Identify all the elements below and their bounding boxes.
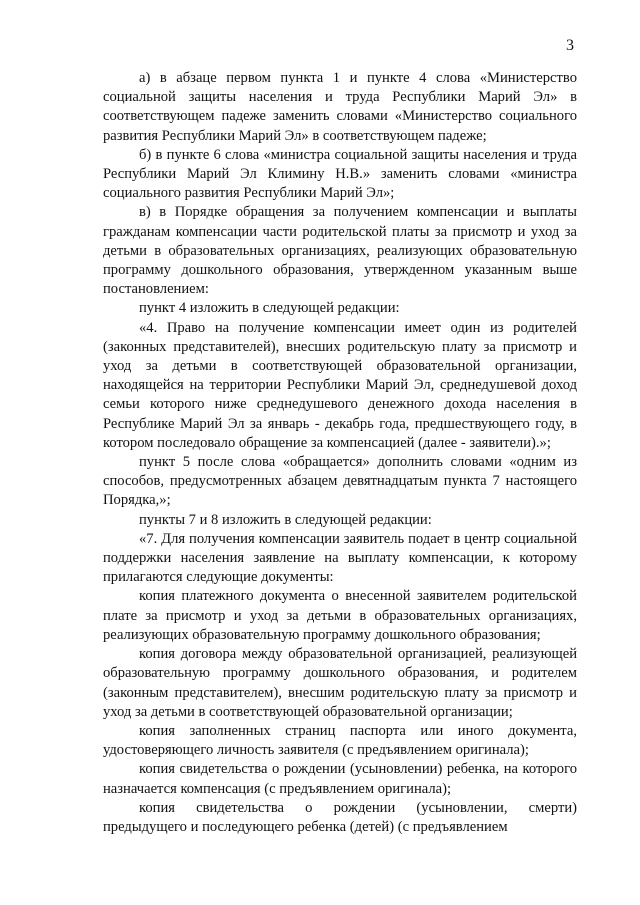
list-item-payment-copy: копия платежного документа о внесенной заявителем родительской плате за присмотр и уход за детьми в образовательных организациях, реализующих образовательную программу дошкольного образования; xyxy=(103,588,577,643)
paragraph-items7-8-intro: пункты 7 и 8 изложить в следующей редакции: xyxy=(139,511,432,528)
paragraph-a: а) в абзаце первом пункта 1 и пункте 4 слова «Министерство социальной защиты населения и труда Республики Марий Эл» в соответствующем падеже заменить словами «Министерство социального развития Республики Марий Эл» в соответствующем падеже; xyxy=(103,70,577,144)
list-item-sibling-certificate-copy: копия свидетельства о рождении (усыновлении, смерти) предыдущего и последующего ребенка (детей) (с предъявлением xyxy=(103,799,577,835)
paragraph-item4-text: «4. Право на получение компенсации имеет один из родителей (законных представителей), внесших родительскую плату за присмотр и уход за детьми в соответствующей образовательной организации, находящейся на территории Республики Марий Эл, среднедушевой доход семьи которого ниже среднедушевого денежного дохода населения в Республике Марий Эл за январь - декабрь года, предшествующего году, в котором последовало обращение за компенсацией (далее - заявители).»; xyxy=(103,319,577,451)
document-body xyxy=(103,69,577,837)
paragraph-b: б) в пункте 6 слова «министра социальной защиты населения и труда Республики Марий Эл Климину Н.В.» заменить словами «министра социального развития Республики Марий Эл»; xyxy=(103,146,577,202)
list-item-passport-copy: копия заполненных страниц паспорта или иного документа, удостоверяющего личность заявителя (с предъявлением оригинала); xyxy=(103,722,577,759)
page-number: 3 xyxy=(566,37,574,54)
paragraph-item4-intro: пункт 4 изложить в следующей редакции: xyxy=(139,300,400,317)
paragraph-item7-text: «7. Для получения компенсации заявитель подает в центр социальной поддержки населения заявление на выплату компенсации, к которому прилагаются следующие документы: xyxy=(103,530,577,586)
paragraph-v: в) в Порядке обращения за получением компенсации и выплаты гражданам компенсации части родительской платы за присмотр и уход за детьми в образовательных организациях, реализующих образовательную программу дошкольного образования, утвержденном указанным выше постановлением: xyxy=(103,204,577,298)
paragraph-item5: пункт 5 после слова «обращается» дополнить словами «одним из способов, предусмотренных абзацем девятнадцатым пункта 7 настоящего Порядка,»; xyxy=(103,454,577,509)
list-item-birth-certificate-copy: копия свидетельства о рождении (усыновлении) ребенка, на которого назначается компенсация (с предъявлением оригинала); xyxy=(103,761,577,797)
list-item-contract-copy: копия договора между образовательной организацией, реализующей образовательную программу дошкольного образования, и родителем (законным представителем), внесшим родительскую плату за присмотр и уход за детьми в соответствующей образовательной организации; xyxy=(103,646,577,720)
